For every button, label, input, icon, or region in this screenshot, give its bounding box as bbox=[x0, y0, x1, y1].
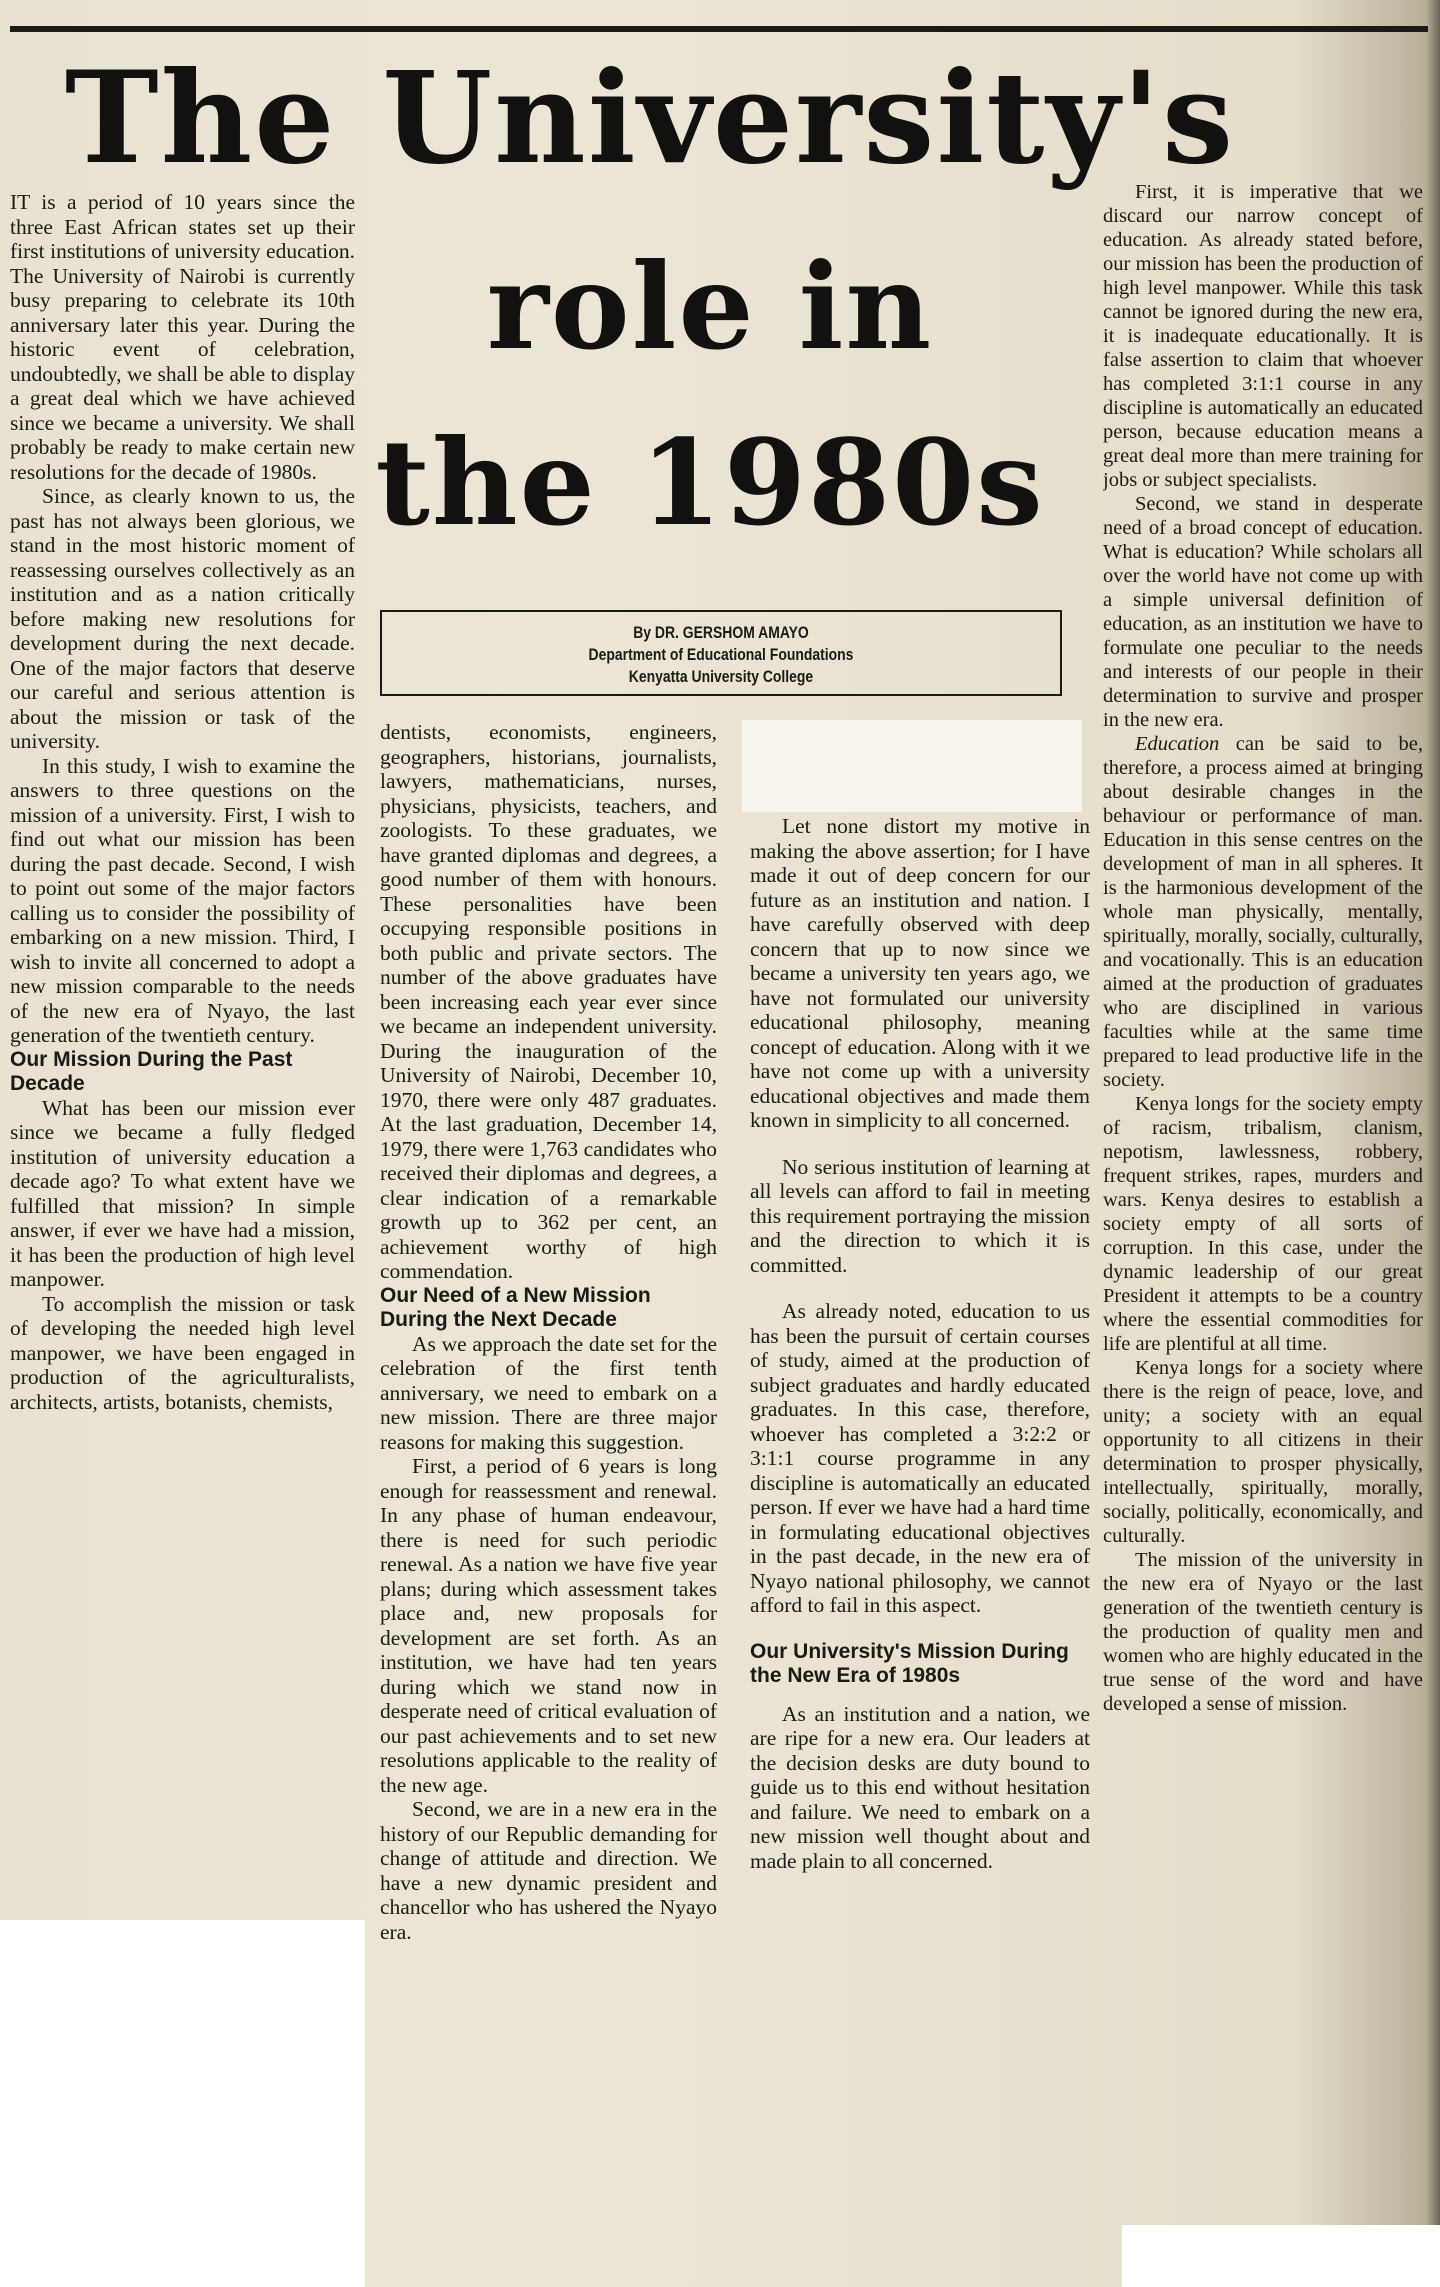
paragraph bbox=[1103, 732, 1423, 1092]
paragraph: Since, as clearly known to us, the past has not always been glorious, we stand in the most historic moment of reassessing ourselves collectively as an institution and as a nation critically before making new resolutions for development during the next decade. One of the major factors that deserve our careful and serious attention is about the mission or task of the university. bbox=[10, 484, 355, 753]
paragraph: No serious institution of learning at all levels can afford to fail in meeting this requirement portraying the mission and the direction to which it is committed. bbox=[750, 1154, 1090, 1277]
paragraph: To accomplish the mission or task of developing the needed high level manpower, we have been engaged in production of the agriculturalists, architects, artists, botanists, chemists, bbox=[10, 1291, 355, 1414]
paragraph: Kenya longs for the society empty of racism, tribalism, clanism, nepotism, lawlessness, robbery, frequent strikes, rapes, murders and wars. Kenya desires to establish a society empty of all sorts of corruption. In this case, under the dynamic leadership of our great President it attempts to be a country where the essential commodities for life are plentiful at all time. bbox=[1103, 1093, 1423, 1355]
paragraph: What has been our mission ever since we became a fully fledged institution of university education a decade ago? To what extent have we fulfilled that mission? In simple answer, if ever we have had a mission, it has been the production of high level manpower. bbox=[10, 1095, 355, 1291]
paragraph: The mission of the university in the new era of Nyayo or the last generation of the twentieth century is the production of quality men and women who are highly educated in the true sense of the word and have developed a sense of mission. bbox=[1103, 1549, 1423, 1715]
headline-line-3: the 1980s bbox=[375, 413, 1045, 552]
article-column-2 bbox=[380, 720, 717, 2287]
headline-line-2: role in bbox=[486, 237, 934, 376]
byline-box bbox=[380, 610, 1062, 696]
paragraph: dentists, economists, engineers, geographers, historians, journalists, lawyers, mathematicians, nurses, physicians, physicists, teachers, and zoologists. To these graduates, we have granted diplomas and degrees, a good number of them with honours. These personalities have been occupying responsible positions in both public and private sectors. The number of the above graduates have been increasing each year ever since we became an independent university. During the inauguration of the University of Nairobi, December 10, 1970, there were only 487 graduates. At the last graduation, December 14, 1979, there were 1,763 candidates who received their diplomas and degrees, a clear indication of a remarkable growth up to 362 per cent, an achievement worthy of high commendation. bbox=[380, 720, 717, 1283]
paragraph: In this study, I wish to examine the answers to three questions on the mission of a university. First, I wish to find out what our mission has been during the past decade. Second, I wish to point out some of the major factors calling us to consider the possibility of embarking on a new mission. Third, I wish to invite all concerned to adopt a new mission comparable to the needs of the new era of Nyayo, the last generation of the twentieth century. bbox=[10, 753, 355, 1047]
blank-area-bottom-right bbox=[1122, 2225, 1440, 2287]
paragraph: First, it is imperative that we discard our narrow concept of education. As already stated before, our mission has been the production of high level manpower. While this task cannot be ignored during the new era, it is inadequate educationally. It is false assertion to claim that whoever has completed 3:1:1 course in any discipline is automatically an educated person, because education means a great deal more than mere training for jobs or subject specialists. bbox=[1103, 181, 1423, 491]
paragraph: Let none distort my motive in making the above assertion; for I have made it out of deep concern for our future as an institution and nation. I have carefully observed with deep concern that up to now since we became a university ten years ago, we have not formulated our university educational philosophy, meaning concept of education. Along with it we have not come up with a university educational objectives and made them known in simplicity to all concerned. bbox=[750, 814, 1090, 1132]
paragraph: Kenya longs for a society where there is the reign of peace, love, and unity; a society with an equal opportunity to all citizens in their determination to prosper physically, intellectually, spiritually, morally, socially, politically, economically, and culturally. bbox=[1103, 1357, 1423, 1547]
paragraph: Second, we stand in desperate need of a broad concept of education. What is education? While scholars all over the world have not come up with a simple universal definition of education, as an institution we have to formulate one peculiar to the needs and interests of our people in their determination to survive and prosper in the new era. bbox=[1103, 493, 1423, 731]
section-heading-new-mission: Our Need of a New Mission During the Next Decade bbox=[380, 1283, 651, 1331]
byline-institution: Kenyatta University College bbox=[628, 667, 814, 686]
paragraph: As an institution and a nation, we are ripe for a new era. Our leaders at the decision desks are duty bound to guide us to this end without hesitation and failure. We need to embark on a new mission well thought about and made plain to all concerned. bbox=[750, 1701, 1090, 1873]
paragraph: As already noted, education to us has been the pursuit of certain courses of study, aimed at the production of subject graduates and hardly educated graduates. In this case, therefore, whoever has completed a 3:2:2 or 3:1:1 course programme in any discipline is automatically an educated person. If ever we have had a hard time in formulating educational objectives in the past decade, in the new era of Nyayo national philosophy, we cannot afford to fail in this aspect. bbox=[750, 1299, 1090, 1617]
paragraph: Second, we are in a new era in the history of our Republic demanding for change of attitude and direction. We have a new dynamic president and chancellor who has ushered the Nyayo era. bbox=[380, 1797, 717, 1944]
headline-line-1: The University's bbox=[64, 44, 1236, 192]
paragraph-text: can be said to be, therefore, a process aimed at bringing about desirable changes in the behaviour or performance of man. Education in this sense centres on the development of man in all spheres. It is the harmonious development of the whole man physically, mentally, spiritually, morally, socially, culturally, and vocationally. This is an education aimed at the production of graduates who are disciplined in various faculties while at the same time prepared to lead productive life in the society. bbox=[1103, 733, 1423, 1091]
section-heading-new-era: Our University's Mission During the New Era of 1980s bbox=[750, 1639, 1069, 1687]
section-heading-past-decade: Our Mission During the Past Decade bbox=[10, 1047, 293, 1095]
top-rule bbox=[10, 26, 1428, 32]
italic-term: Education bbox=[1135, 733, 1220, 755]
blank-patch bbox=[742, 720, 1082, 812]
article-column-3 bbox=[750, 814, 1090, 2224]
article-column-4 bbox=[1103, 180, 1423, 2220]
article-column-1 bbox=[10, 190, 355, 1918]
byline-author: By DR. GERSHOM AMAYO bbox=[633, 623, 809, 642]
paragraph: As we approach the date set for the celebration of the first tenth anniversary, we need to embark on a new mission. There are three major reasons for making this suggestion. bbox=[380, 1331, 717, 1454]
byline-department: Department of Educational Foundations bbox=[588, 645, 854, 664]
paragraph: IT is a period of 10 years since the three East African states set up their first institutions of university education. The University of Nairobi is currently busy preparing to celebrate its 10th anniversary later this year. During the historic event of celebration, undoubtedly, we shall be able to display a great deal which we have achieved since we became a university. We shall probably be ready to make certain new resolutions for the decade of 1980s. bbox=[10, 190, 355, 484]
paragraph: First, a period of 6 years is long enough for reassessment and renewal. In any phase of human endeavour, there is need for such periodic renewal. As a nation we have five year plans; during which assessment takes place and, new proposals for development are set forth. As an institution, we have had ten years during which we stand now in desperate need of critical evaluation of our past achievements and to set new resolutions applicable to the reality of the new age. bbox=[380, 1454, 717, 1797]
blank-area-bottom-left bbox=[0, 1920, 365, 2287]
